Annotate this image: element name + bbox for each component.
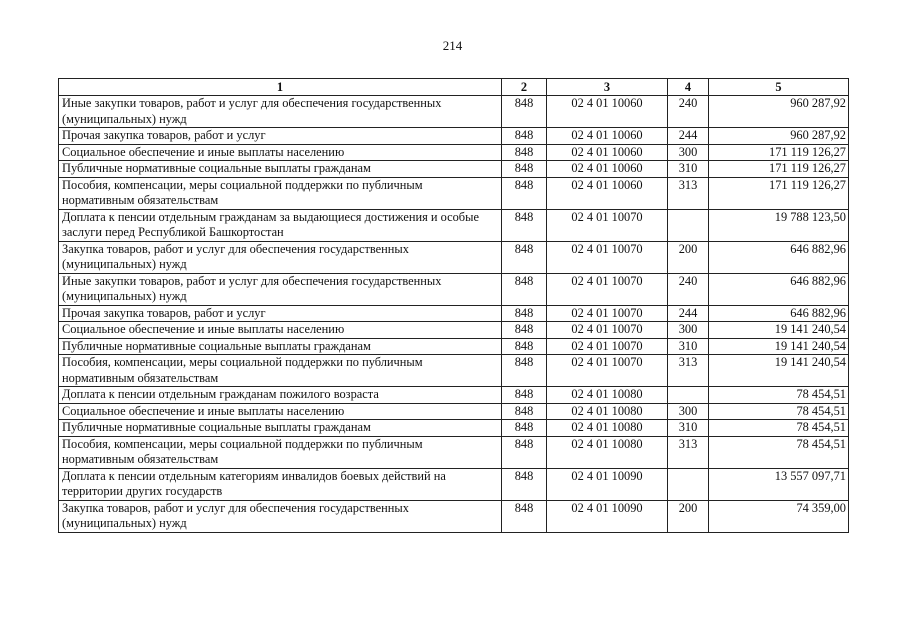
header-col-3: 3 bbox=[547, 79, 668, 96]
table-row bbox=[59, 355, 849, 387]
row-amount-cell: 171 119 126,27 bbox=[709, 161, 849, 178]
row-target-article-cell: 02 4 01 10070 bbox=[547, 209, 668, 241]
row-amount-cell: 19 141 240,54 bbox=[709, 355, 849, 387]
row-target-article-cell: 02 4 01 10070 bbox=[547, 338, 668, 355]
row-expense-type-cell: 244 bbox=[668, 128, 709, 145]
table-row bbox=[59, 436, 849, 468]
header-col-1: 1 bbox=[59, 79, 502, 96]
row-amount-cell: 646 882,96 bbox=[709, 273, 849, 305]
row-amount-cell: 78 454,51 bbox=[709, 420, 849, 437]
row-name-cell: Публичные нормативные социальные выплаты гражданам bbox=[59, 420, 502, 437]
table-row bbox=[59, 305, 849, 322]
table-row bbox=[59, 128, 849, 145]
row-expense-type-cell: 240 bbox=[668, 273, 709, 305]
table-row bbox=[59, 338, 849, 355]
row-code-cell: 848 bbox=[502, 128, 547, 145]
table-row bbox=[59, 500, 849, 532]
table-row bbox=[59, 468, 849, 500]
header-col-4: 4 bbox=[668, 79, 709, 96]
row-name-cell: Прочая закупка товаров, работ и услуг bbox=[59, 305, 502, 322]
table-row bbox=[59, 387, 849, 404]
budget-table bbox=[58, 78, 849, 533]
table-row bbox=[59, 403, 849, 420]
row-name-cell: Социальное обеспечение и иные выплаты населению bbox=[59, 144, 502, 161]
row-code-cell: 848 bbox=[502, 500, 547, 532]
row-target-article-cell: 02 4 01 10090 bbox=[547, 468, 668, 500]
row-name-cell: Доплата к пенсии отдельным гражданам пожилого возраста bbox=[59, 387, 502, 404]
row-amount-cell: 74 359,00 bbox=[709, 500, 849, 532]
row-expense-type-cell: 310 bbox=[668, 338, 709, 355]
row-target-article-cell: 02 4 01 10060 bbox=[547, 128, 668, 145]
row-amount-cell: 646 882,96 bbox=[709, 305, 849, 322]
row-name-cell: Доплата к пенсии отдельным категориям инвалидов боевых действий на территории других государств bbox=[59, 468, 502, 500]
table-row bbox=[59, 96, 849, 128]
row-target-article-cell: 02 4 01 10070 bbox=[547, 322, 668, 339]
row-code-cell: 848 bbox=[502, 322, 547, 339]
row-code-cell: 848 bbox=[502, 387, 547, 404]
table-body bbox=[59, 96, 849, 533]
row-expense-type-cell: 300 bbox=[668, 403, 709, 420]
row-expense-type-cell bbox=[668, 209, 709, 241]
row-name-cell: Закупка товаров, работ и услуг для обеспечения государственных (муниципальных) нужд bbox=[59, 241, 502, 273]
row-name-cell: Доплата к пенсии отдельным гражданам за выдающиеся достижения и особые заслуги перед Республикой Башкортостан bbox=[59, 209, 502, 241]
table-row bbox=[59, 273, 849, 305]
row-code-cell: 848 bbox=[502, 209, 547, 241]
row-expense-type-cell: 313 bbox=[668, 355, 709, 387]
page-number: 214 bbox=[442, 38, 463, 53]
row-amount-cell: 171 119 126,27 bbox=[709, 144, 849, 161]
row-expense-type-cell: 313 bbox=[668, 436, 709, 468]
row-target-article-cell: 02 4 01 10060 bbox=[547, 144, 668, 161]
table-row bbox=[59, 161, 849, 178]
row-target-article-cell: 02 4 01 10080 bbox=[547, 387, 668, 404]
row-name-cell: Закупка товаров, работ и услуг для обеспечения государственных (муниципальных) нужд bbox=[59, 500, 502, 532]
row-code-cell: 848 bbox=[502, 338, 547, 355]
row-expense-type-cell: 300 bbox=[668, 144, 709, 161]
row-target-article-cell: 02 4 01 10060 bbox=[547, 177, 668, 209]
row-expense-type-cell bbox=[668, 387, 709, 404]
row-target-article-cell: 02 4 01 10090 bbox=[547, 500, 668, 532]
row-code-cell: 848 bbox=[502, 355, 547, 387]
table-row bbox=[59, 420, 849, 437]
row-amount-cell: 78 454,51 bbox=[709, 387, 849, 404]
row-code-cell: 848 bbox=[502, 403, 547, 420]
row-expense-type-cell: 200 bbox=[668, 241, 709, 273]
row-amount-cell: 171 119 126,27 bbox=[709, 177, 849, 209]
row-expense-type-cell: 313 bbox=[668, 177, 709, 209]
row-target-article-cell: 02 4 01 10070 bbox=[547, 305, 668, 322]
row-code-cell: 848 bbox=[502, 241, 547, 273]
row-name-cell: Пособия, компенсации, меры социальной поддержки по публичным нормативным обязательствам bbox=[59, 355, 502, 387]
table-row bbox=[59, 241, 849, 273]
row-target-article-cell: 02 4 01 10070 bbox=[547, 273, 668, 305]
row-code-cell: 848 bbox=[502, 144, 547, 161]
row-expense-type-cell: 200 bbox=[668, 500, 709, 532]
row-expense-type-cell bbox=[668, 468, 709, 500]
row-expense-type-cell: 310 bbox=[668, 420, 709, 437]
table-row bbox=[59, 144, 849, 161]
row-expense-type-cell: 310 bbox=[668, 161, 709, 178]
row-code-cell: 848 bbox=[502, 177, 547, 209]
row-expense-type-cell: 240 bbox=[668, 96, 709, 128]
row-name-cell: Публичные нормативные социальные выплаты гражданам bbox=[59, 161, 502, 178]
table-row bbox=[59, 209, 849, 241]
row-amount-cell: 646 882,96 bbox=[709, 241, 849, 273]
row-amount-cell: 78 454,51 bbox=[709, 403, 849, 420]
row-amount-cell: 78 454,51 bbox=[709, 436, 849, 468]
row-name-cell: Иные закупки товаров, работ и услуг для обеспечения государственных (муниципальных) нужд bbox=[59, 273, 502, 305]
row-name-cell: Иные закупки товаров, работ и услуг для обеспечения государственных (муниципальных) нужд bbox=[59, 96, 502, 128]
row-name-cell: Пособия, компенсации, меры социальной поддержки по публичным нормативным обязательствам bbox=[59, 436, 502, 468]
row-expense-type-cell: 300 bbox=[668, 322, 709, 339]
row-target-article-cell: 02 4 01 10080 bbox=[547, 420, 668, 437]
row-code-cell: 848 bbox=[502, 161, 547, 178]
header-col-5: 5 bbox=[709, 79, 849, 96]
row-amount-cell: 19 141 240,54 bbox=[709, 338, 849, 355]
row-code-cell: 848 bbox=[502, 468, 547, 500]
row-code-cell: 848 bbox=[502, 273, 547, 305]
row-target-article-cell: 02 4 01 10080 bbox=[547, 436, 668, 468]
row-name-cell: Социальное обеспечение и иные выплаты населению bbox=[59, 322, 502, 339]
row-amount-cell: 960 287,92 bbox=[709, 96, 849, 128]
header-row bbox=[59, 79, 849, 96]
row-target-article-cell: 02 4 01 10070 bbox=[547, 355, 668, 387]
row-amount-cell: 19 788 123,50 bbox=[709, 209, 849, 241]
row-name-cell: Социальное обеспечение и иные выплаты населению bbox=[59, 403, 502, 420]
table-row bbox=[59, 322, 849, 339]
row-name-cell: Пособия, компенсации, меры социальной поддержки по публичным нормативным обязательствам bbox=[59, 177, 502, 209]
row-target-article-cell: 02 4 01 10060 bbox=[547, 161, 668, 178]
row-name-cell: Публичные нормативные социальные выплаты гражданам bbox=[59, 338, 502, 355]
row-expense-type-cell: 244 bbox=[668, 305, 709, 322]
row-name-cell: Прочая закупка товаров, работ и услуг bbox=[59, 128, 502, 145]
row-amount-cell: 19 141 240,54 bbox=[709, 322, 849, 339]
header-col-2: 2 bbox=[502, 79, 547, 96]
row-target-article-cell: 02 4 01 10080 bbox=[547, 403, 668, 420]
row-target-article-cell: 02 4 01 10060 bbox=[547, 96, 668, 128]
row-amount-cell: 960 287,92 bbox=[709, 128, 849, 145]
row-target-article-cell: 02 4 01 10070 bbox=[547, 241, 668, 273]
row-code-cell: 848 bbox=[502, 436, 547, 468]
table-row bbox=[59, 177, 849, 209]
row-amount-cell: 13 557 097,71 bbox=[709, 468, 849, 500]
row-code-cell: 848 bbox=[502, 96, 547, 128]
row-code-cell: 848 bbox=[502, 420, 547, 437]
row-code-cell: 848 bbox=[502, 305, 547, 322]
